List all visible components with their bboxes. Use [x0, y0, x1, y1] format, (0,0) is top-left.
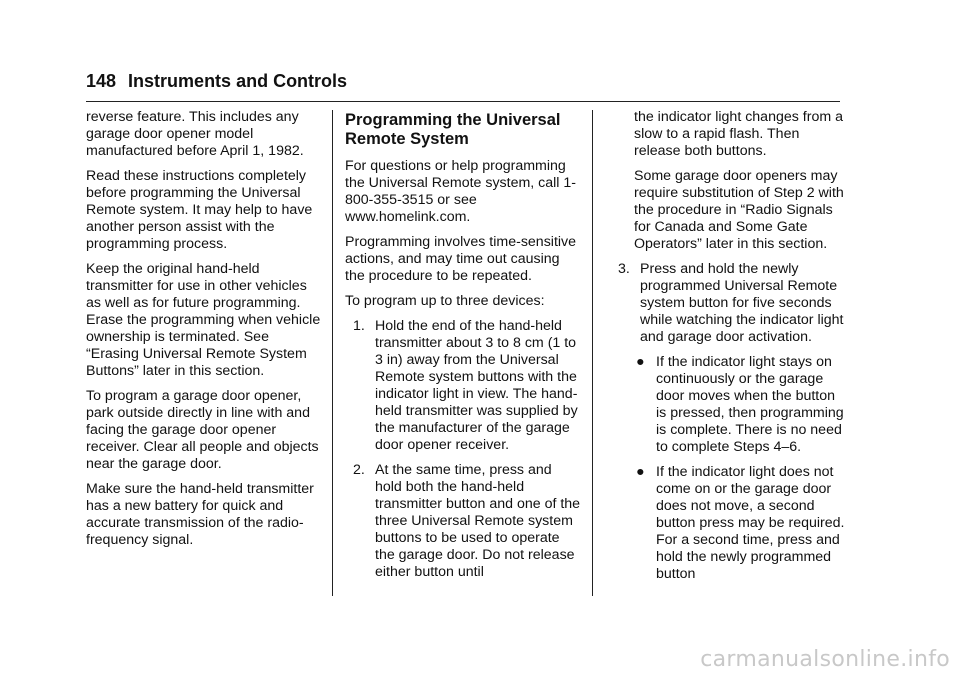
paragraph: Programming involves time-sensitive actions, and may time out causing the procedure to be repeated.: [345, 234, 577, 284]
page-header: [86, 70, 347, 92]
bullet-item: [632, 354, 846, 456]
step-continuation: the indicator light changes from a slow to a rapid flash. Then release both buttons.: [634, 109, 843, 159]
paragraph: Make sure the hand-held transmitter has a new battery for quick and accurate transmission of the radio-frequency signal.: [86, 481, 314, 548]
page-number: 148: [86, 71, 117, 91]
step-text: Hold the end of the hand-held transmitter about 3 to 8 cm (1 to 3 in) away from the Universal Remote system buttons with the indicator light in view. The hand-held transmitter was supplied by the manufacturer of the garage door opener receiver.: [375, 318, 578, 453]
paragraph: Read these instructions completely before programming the Universal Remote system. It may help to have another person assist with the programming process.: [86, 168, 313, 252]
column-divider-left: [332, 110, 333, 596]
column-right: [610, 109, 846, 591]
step-note: Some garage door openers may require substitution of Step 2 with the procedure in “Radio Signals for Canada and Some Gate Operators” later in this section.: [634, 168, 844, 252]
paragraph: To program up to three devices:: [345, 293, 545, 309]
column-left: [86, 109, 322, 557]
paragraph: Keep the original hand-held transmitter for use in other vehicles as well as for future programming. Erase the programming when vehicle ownership is terminated. See “Erasing Universal Remote System Buttons” later in this section.: [86, 261, 321, 379]
step-text: Press and hold the newly programmed Universal Remote system button for five seconds while watching the indicator light and garage door activation.: [640, 261, 844, 345]
bullet-text: If the indicator light stays on continuously or the garage door moves when the button is pressed, then programming is complete. There is no need to complete Steps 4–6.: [656, 354, 844, 455]
step-number: 3.: [618, 261, 630, 277]
header-rule: [86, 101, 840, 102]
column-middle: [345, 109, 581, 589]
column-divider-right: [592, 110, 593, 596]
bullet-icon: ●: [636, 354, 645, 370]
step-text: At the same time, press and hold both the hand-held transmitter button and one of the three Universal Remote system buttons to be used to operate the garage door. Do not release either button until: [375, 462, 581, 580]
paragraph: To program a garage door opener, park outside directly in line with and facing the garage door opener receiver. Clear all people and objects near the garage door.: [86, 388, 319, 472]
paragraph: reverse feature. This includes any garage door opener model manufactured before April 1, 1982.: [86, 109, 304, 159]
bullet-icon: ●: [636, 464, 645, 480]
step-number: 2.: [353, 462, 365, 478]
bullet-text: If the indicator light does not come on or the garage door does not move, a second button press may be required. For a second time, press and hold the newly programmed button: [656, 464, 845, 582]
watermark: carmanualsonline.info: [700, 647, 950, 672]
section-heading: Programming the Universal Remote System: [345, 111, 561, 148]
bullet-item: [632, 464, 846, 583]
step-item: [345, 318, 581, 454]
step-item: [345, 462, 581, 581]
step-number: 1.: [353, 318, 365, 334]
section-title: Instruments and Controls: [128, 71, 348, 91]
step-item: [610, 261, 846, 346]
paragraph: For questions or help programming the Universal Remote system, call 1-800-355-3515 or see www.homelink.com.: [345, 158, 577, 225]
